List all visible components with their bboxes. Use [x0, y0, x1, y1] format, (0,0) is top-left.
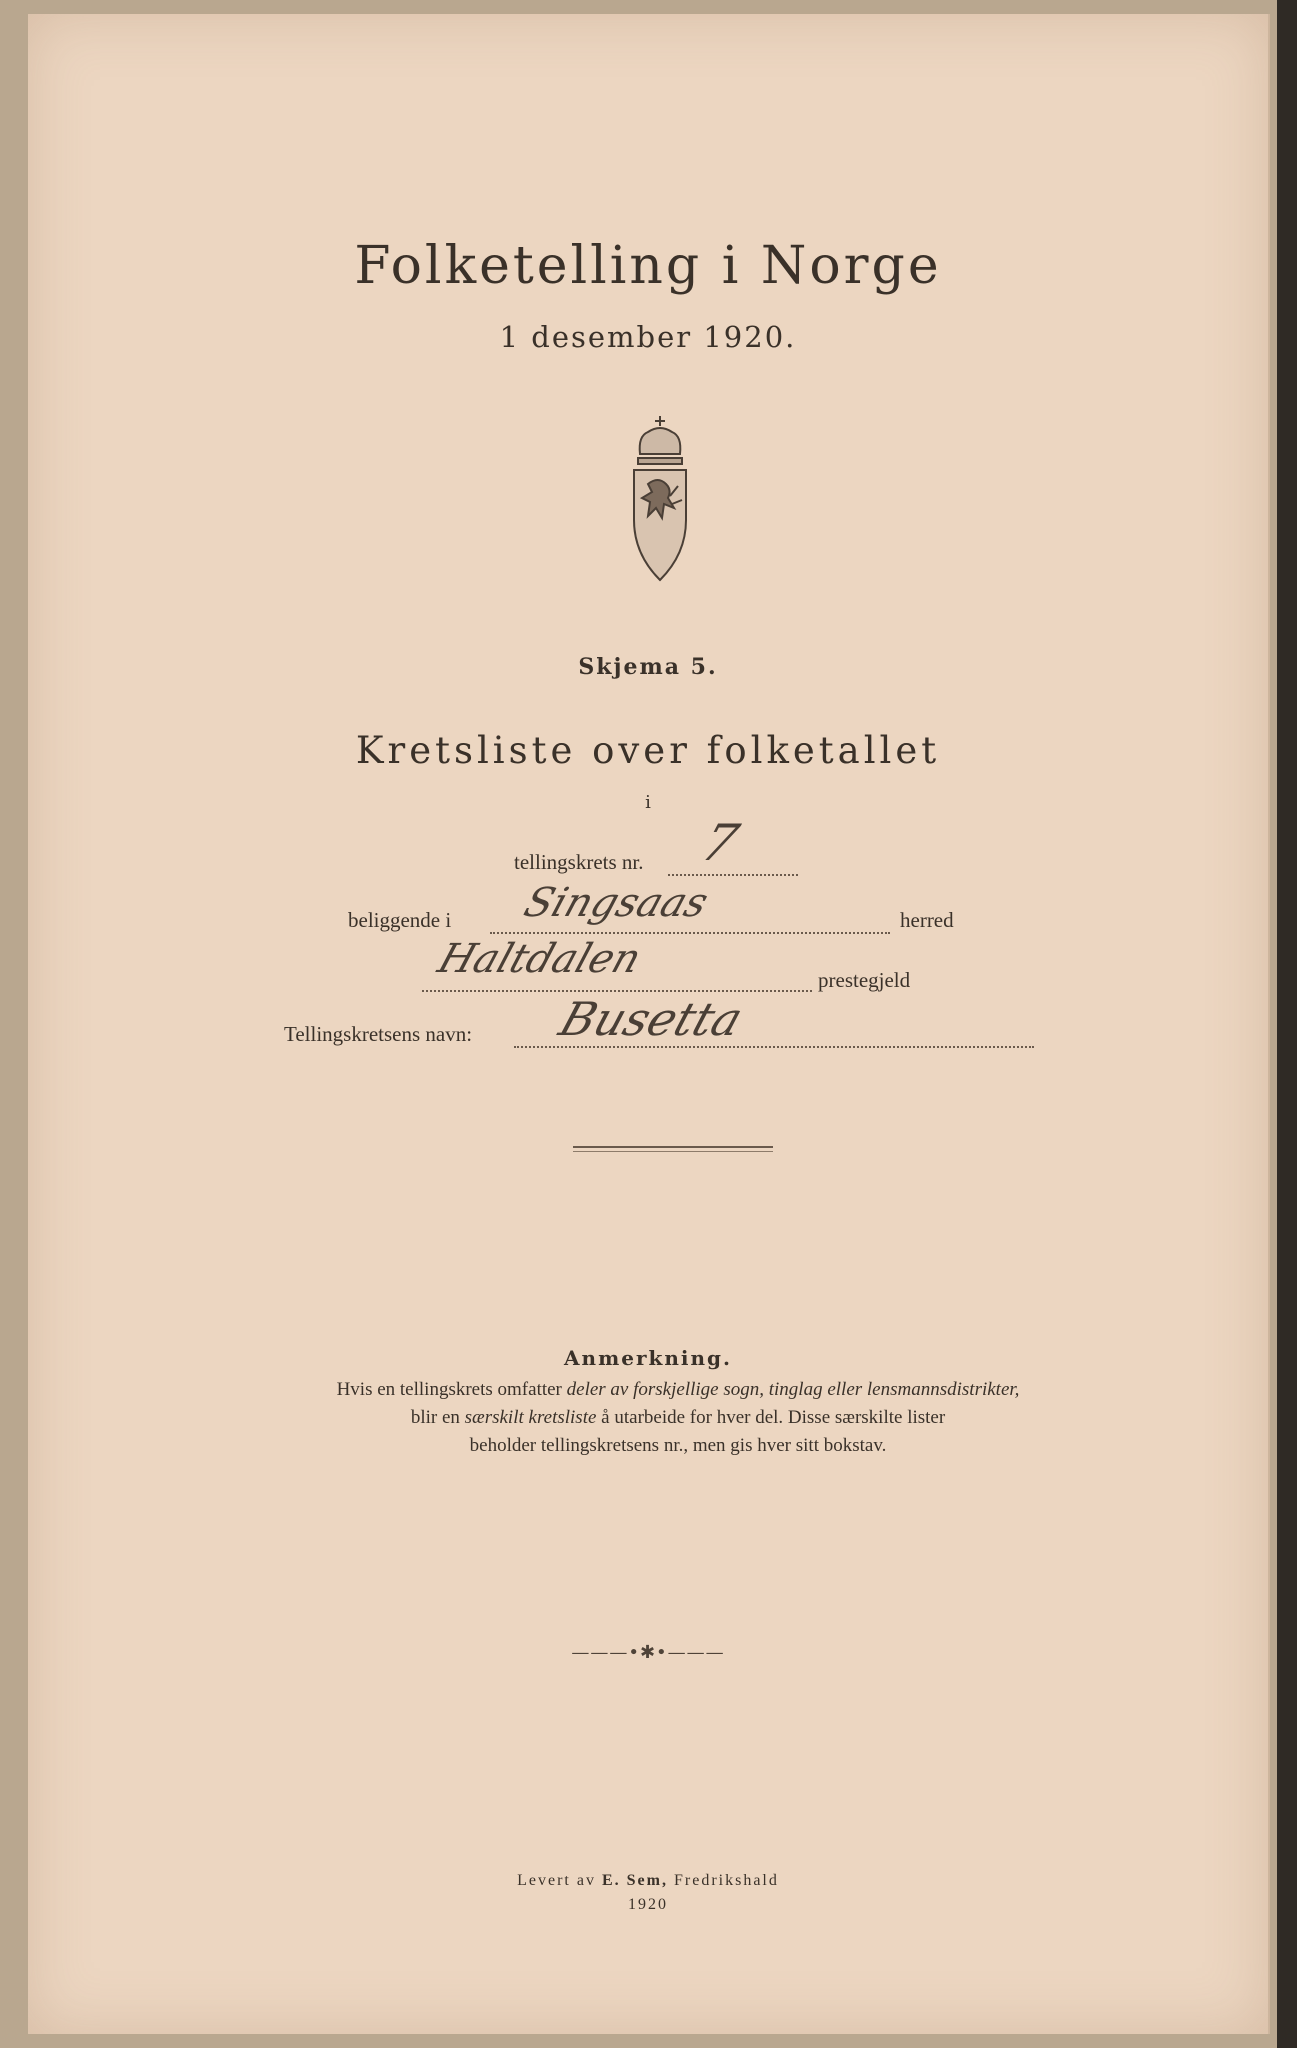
- krets-navn-fill-line: [514, 1046, 1034, 1048]
- krets-label: tellingskrets nr.: [514, 850, 644, 874]
- printer-year: 1920: [628, 1896, 668, 1913]
- krets-navn-label: Tellingskretsens navn:: [284, 1022, 473, 1046]
- beliggende-label: beliggende i: [348, 908, 452, 932]
- herred-label: herred: [900, 908, 954, 932]
- document-title: Folketelling i Norge: [354, 236, 942, 296]
- binding-edge: [1277, 0, 1297, 2048]
- note-line-1: Hvis en tellingskrets omfatter deler av forskjellige sogn, tinglag eller lensmannsdistrikter,: [336, 1379, 1020, 1400]
- krets-fill-line: [668, 874, 798, 876]
- note-title: Anmerkning.: [564, 1346, 732, 1370]
- note-line-3: beholder tellingskretsens nr., men gis hver sitt bokstav.: [469, 1435, 887, 1456]
- note-line-2: blir en særskilt kretsliste å utarbeide for hver del. Disse særskilte lister: [410, 1407, 946, 1428]
- ornament-divider: ———•✱•———: [571, 1642, 725, 1663]
- herred-handwritten: Singsaas: [518, 880, 714, 926]
- document-date: 1 desember 1920.: [499, 320, 797, 354]
- document-page: [28, 14, 1270, 2034]
- section-divider-thin: [573, 1151, 773, 1152]
- beliggende-fill-line: [490, 932, 890, 934]
- schema-number: Skjema 5.: [578, 654, 718, 680]
- krets-navn-handwritten: Busetta: [553, 992, 750, 1046]
- krets-number-handwritten: 7: [694, 814, 746, 872]
- form-heading: Kretsliste over folketallet: [355, 729, 941, 772]
- prestegjeld-handwritten: Haltdalen: [432, 936, 647, 982]
- printer-credit: Levert av E. Sem, Fredrikshald: [517, 1872, 779, 1889]
- section-divider: [573, 1146, 773, 1148]
- preposition-i: i: [645, 792, 651, 813]
- prestegjeld-label: prestegjeld: [818, 968, 911, 992]
- coat-of-arms-icon: [624, 414, 696, 584]
